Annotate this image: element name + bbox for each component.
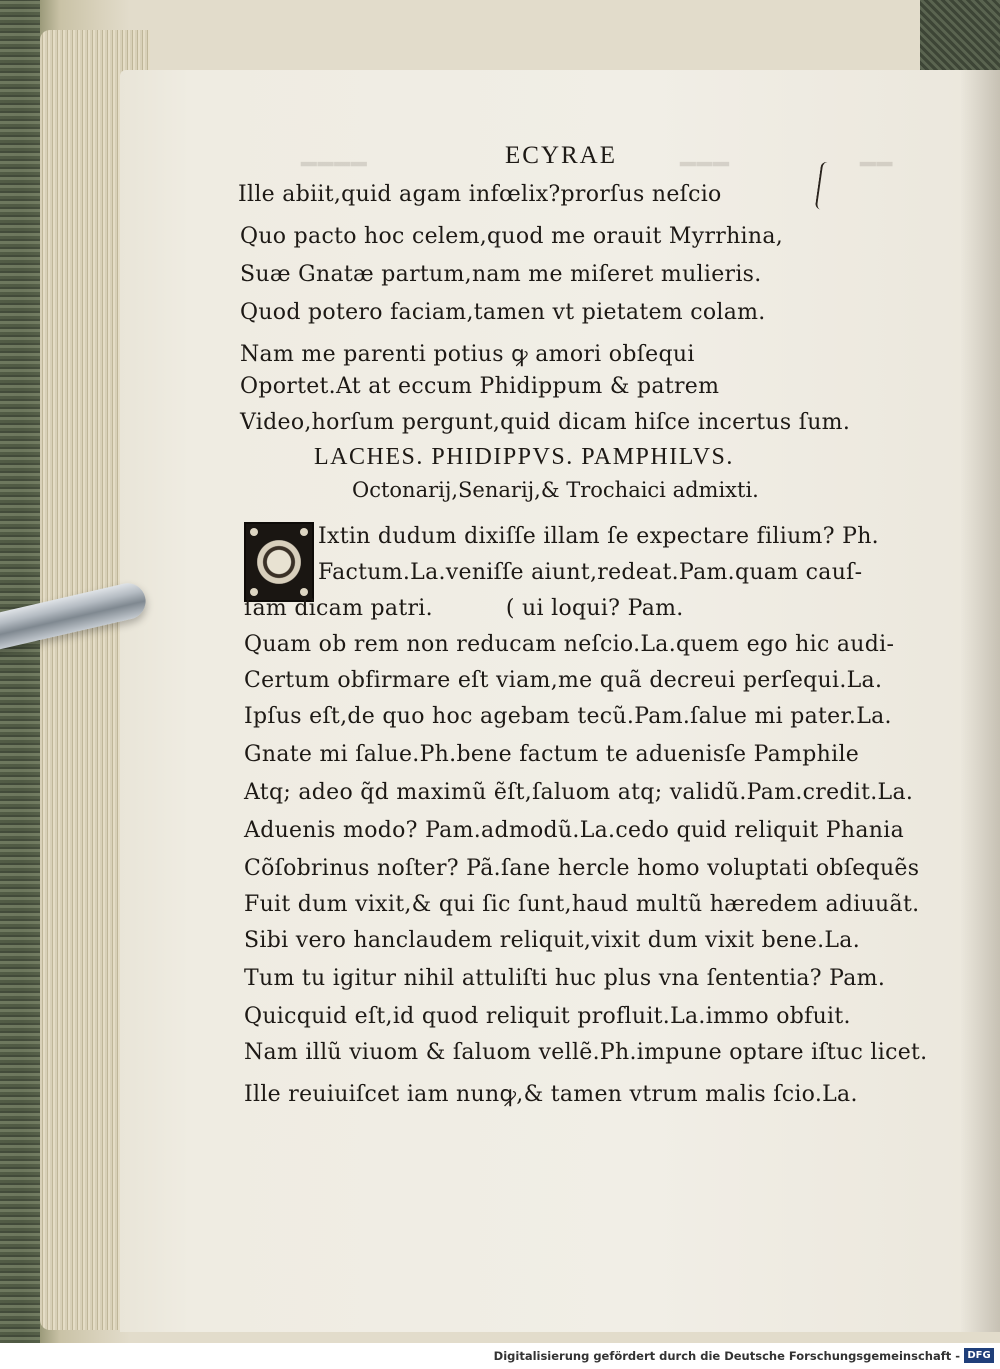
verse-line: Video,horſum pergunt,quid dicam hiſce incertus ſum. <box>240 410 851 435</box>
verse-line: Certum obfirmare eſt viam,me quã decreui perſequi.La. <box>244 668 883 693</box>
running-head: ECYRAE <box>505 142 617 169</box>
verse-line: Gnate mi ſalue.Ph.bene factum te aduenisſe Pamphile <box>244 742 860 767</box>
funding-credit: Digitalisierung gefördert durch die Deutsche Forschungsgemeinschaft - <box>493 1349 960 1363</box>
verse-line: Quo pacto hoc celem,quod me orauit Myrrhina, <box>240 224 784 249</box>
verse-line: Oportet.At at eccum Phidippum & patrem <box>240 374 720 399</box>
verse-line: Fuit dum vixit,& qui ſic ſunt,haud multũ hæredem adiuuãt. <box>244 892 920 917</box>
verse-line: Nam illũ viuom & ſaluom vellẽ.Ph.impune optare iſtuc licet. <box>244 1040 928 1065</box>
verse-line: Ille reuiuiſcet iam nunꝙ,& tamen vtrum malis ſcio.La. <box>244 1082 858 1107</box>
dfg-logo: DFG <box>964 1348 994 1363</box>
decorated-initial <box>244 522 314 602</box>
scene-heading: LACHES. PHIDIPPVS. PAMPHILVS. <box>314 444 734 470</box>
footer-bar <box>0 1343 1000 1369</box>
book-cover-edge <box>0 0 40 1343</box>
bleed-through: ━━━ <box>680 150 730 179</box>
meter-note: Octonarij,Senarij,& Trochaici admixti. <box>352 478 759 502</box>
verse-line: Cõſobrinus noſter? Pã.ſane hercle homo voluptati obſequẽs <box>244 856 920 881</box>
verse-line: ſam dicam patri. ( ui loqui? Pam. <box>244 596 684 621</box>
bleed-through: ━━━━ <box>300 150 367 179</box>
verse-line: Atq; adeo q̃d maximũ ẽſt,ſaluom atq; validũ.Pam.credit.La. <box>244 780 914 805</box>
verse-line: Quicquid eſt,id quod reliquit profluit.La.immo obfuit. <box>244 1004 851 1029</box>
gutter-shadow <box>960 70 1000 1332</box>
bleed-through: ━━ <box>860 150 894 179</box>
verse-line: Quod potero faciam,tamen vt pietatem colam. <box>240 300 766 325</box>
verse-line: Nam me parenti potius ꝙ amori obſequi <box>240 342 695 367</box>
verse-line: Sibi vero hanclaudem reliquit,vixit dum vixit bene.La. <box>244 928 861 953</box>
verse-line: Ipſus eſt,de quo hoc agebam tecũ.Pam.ſalue mi pater.La. <box>244 704 892 729</box>
verse-line: Factum.La.veniſſe aiunt,redeat.Pam.quam cauſ- <box>318 560 863 585</box>
verse-line: Aduenis modo? Pam.admodũ.La.cedo quid reliquit Phania <box>244 818 904 843</box>
verse-line: Ille abiit,quid agam infœlix?prorſus neſcio <box>238 182 722 207</box>
verse-line: Ixtin dudum dixiſſe illam ſe expectare filium? Ph. <box>318 524 879 549</box>
verse-line: Suæ Gnatæ partum,nam me miſeret mulieris. <box>240 262 762 287</box>
printed-page <box>120 70 1000 1332</box>
verse-line: Quam ob rem non reducam neſcio.La.quem ego hic audi- <box>244 632 895 657</box>
verse-line: Tum tu igitur nihil attuliſti huc plus vna ſententia? Pam. <box>244 966 886 991</box>
